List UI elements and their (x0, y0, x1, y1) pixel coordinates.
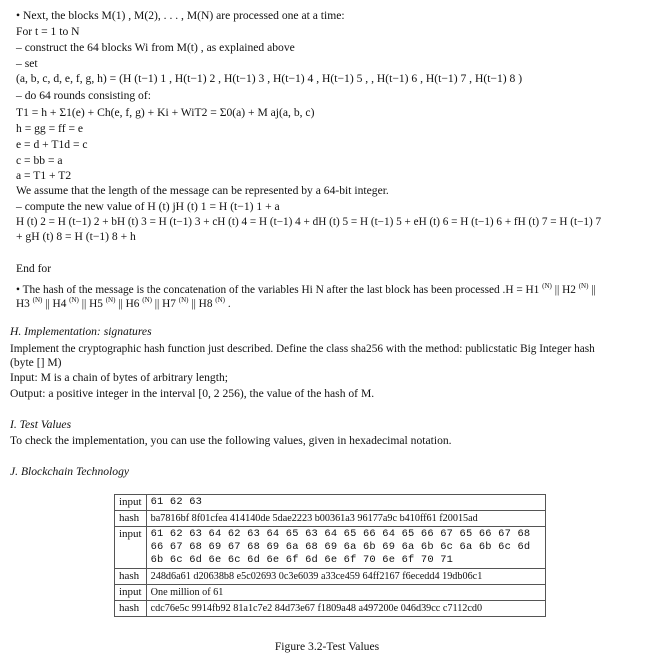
text-line: For t = 1 to N (16, 25, 80, 38)
superscript: (N) (142, 296, 152, 304)
table-row (115, 527, 546, 569)
text-line: e = d + T1d = c (16, 138, 88, 151)
row-value: ba7816bf 8f01cfea 414140de 5dae2223 b00361a3 96177a9c b410ff61 f20015ad (146, 511, 545, 527)
text-line: (a, b, c, d, e, f, g, h) = (H (t−1) 1 , H(t−1) 2 , H(t−1) 3 , H(t−1) 4 , H(t−1) 5 , , H(t−1) 6 , H(t−1) 7 , H(t−1) 8 ) (16, 72, 523, 85)
text-line: c = bb = a (16, 154, 63, 167)
section-heading-h: H. Implementation: signatures (10, 325, 152, 338)
hash-part: || H6 (118, 297, 140, 310)
table-row (115, 601, 546, 617)
hash-part: . (227, 297, 231, 310)
text-line: – do 64 rounds consisting of: (16, 89, 151, 102)
row-value: 61 62 63 (146, 495, 545, 511)
hash-part: || (591, 283, 596, 296)
hash-concat-line-2 (16, 293, 231, 311)
section-heading-i: I. Test Values (10, 418, 72, 431)
hash-part: H3 (16, 297, 30, 310)
superscript: (N) (105, 296, 116, 304)
text-line: H (t) 2 = H (t−1) 2 + bH (t) 3 = H (t−1) 3 + cH (t) 4 = H (t−1) 4 + dH (t) 5 = H (t−1) 5 + eH (t) 6 = H (t−1) 6 + fH (t) 7 = H (t−1) 7 (16, 216, 602, 228)
text-line: To check the implementation, you can use the following values, given in hexadecimal notation. (10, 434, 452, 447)
text-line: h = gg = ff = e (16, 122, 84, 135)
test-values-table (114, 494, 546, 617)
hash-part: || H2 (554, 283, 576, 296)
table-row (115, 495, 546, 511)
superscript: (N) (178, 296, 189, 304)
text-line: a = T1 + T2 (16, 169, 72, 182)
row-key: input (115, 495, 147, 511)
table-row (115, 511, 546, 527)
row-value: 61 62 63 64 62 63 64 65 63 64 65 66 64 65 66 67 65 66 67 68 66 67 68 69 67 68 69 6a 68 69 6a 6b 69 6a 6b 6c 6a 6b 6c 6d 6b 6c 6d 6e 6c 6d 6e 6f 6d 6e 6f 70 6e 6f 70 71 (146, 527, 545, 569)
row-value: One million of 61 (146, 585, 545, 601)
text-line: + gH (t) 8 = H (t−1) 8 + h (16, 230, 136, 243)
row-key: input (115, 585, 147, 601)
hash-part: || H5 (81, 297, 103, 310)
section-heading-j: J. Blockchain Technology (10, 465, 130, 478)
text-line: Output: a positive integer in the interval [0, 2 256), the value of the hash of M. (10, 387, 375, 400)
text-line: We assume that the length of the message can be represented by a 64-bit integer. (16, 184, 389, 197)
text-line: – set (16, 57, 38, 70)
hash-concat-text: • The hash of the message is the concatenation of the variables Hi N after the last block has been processed .H = H1 (16, 283, 540, 296)
table-row (115, 569, 546, 585)
hash-part: || H4 (45, 297, 67, 310)
text-line: (byte [] M) (10, 356, 62, 369)
text-line: Input: M is a chain of bytes of arbitrary length; (10, 371, 228, 384)
superscript: (N) (215, 296, 226, 304)
text-line: Implement the cryptographic hash function just described. Define the class sha256 with the method: publicstatic Big Integer hash (10, 343, 595, 355)
row-key: input (115, 527, 147, 569)
superscript: (N) (69, 296, 79, 304)
superscript: (N) (578, 282, 589, 290)
row-key: hash (115, 511, 147, 527)
text-line: • Next, the blocks M(1) , M(2), . . . , M(N) are processed one at a time: (16, 9, 345, 22)
row-value: cdc76e5c 9914fb92 81a1c7e2 84d73e67 f1809a48 a497200e 046d39cc c7112cd0 (146, 601, 545, 617)
row-key: hash (115, 569, 147, 585)
text-line: – construct the 64 blocks Wi from M(t) , as explained above (16, 41, 295, 54)
figure-caption: Figure 3.2-Test Values (274, 640, 380, 653)
superscript: (N) (542, 282, 552, 290)
text-line: End for (16, 262, 52, 275)
superscript: (N) (32, 296, 43, 304)
table-row (115, 585, 546, 601)
row-value: 248d6a61 d20638b8 e5c02693 0c3e6039 a33ce459 64ff2167 f6ecedd4 19db06c1 (146, 569, 545, 585)
hash-part: || H7 (154, 297, 176, 310)
hash-part: || H8 (191, 297, 213, 310)
row-key: hash (115, 601, 147, 617)
text-line: – compute the new value of H (t) jH (t) 1 = H (t−1) 1 + a (16, 200, 280, 213)
text-line: T1 = h + Σ1(e) + Ch(e, f, g) + Ki + WiT2 = Σ0(a) + M aj(a, b, c) (16, 106, 315, 119)
